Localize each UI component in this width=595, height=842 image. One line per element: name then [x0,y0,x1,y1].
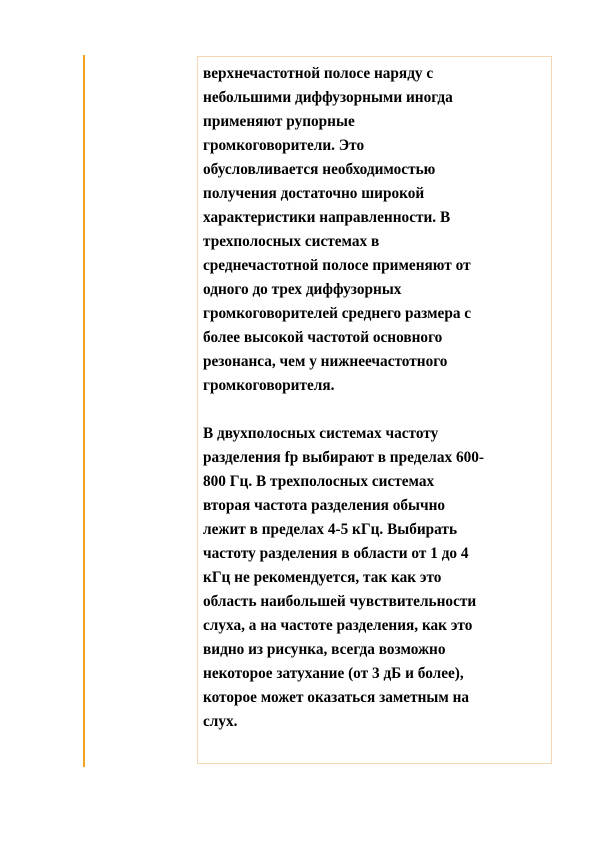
margin-rule [83,55,85,767]
paragraph-2: В двухполосных системах частоту разделения fp выбирают в пределах 600- 800 Гц. В трехполосных системах вторая частота разделения обычно лежит в пределах 4-5 кГц. Выбирать частоту разделения в области от 1 до 4 кГц не рекомендуется, так как это область наибольшей чувствительности слуха, а на частоте разделения, как это видно из рисунка, всегда возможно некоторое затухание (от 3 дБ и более), которое может оказаться заметным на слух. [203,425,484,730]
paragraph-1: верхнечастотной полосе наряду с небольшими диффузорными иногда применяют рупорные громкоговорители. Это обусловливается необходимостью получения достаточно широкой характеристики направленности. В трехполосных системах в среднечастотной полосе применяют от одного до трех диффузорных громкоговорителей среднего размера с более высокой частотой основного резонанса, чем у нижнеечастотного громкоговорителя. [203,65,472,394]
text-body [203,62,555,734]
